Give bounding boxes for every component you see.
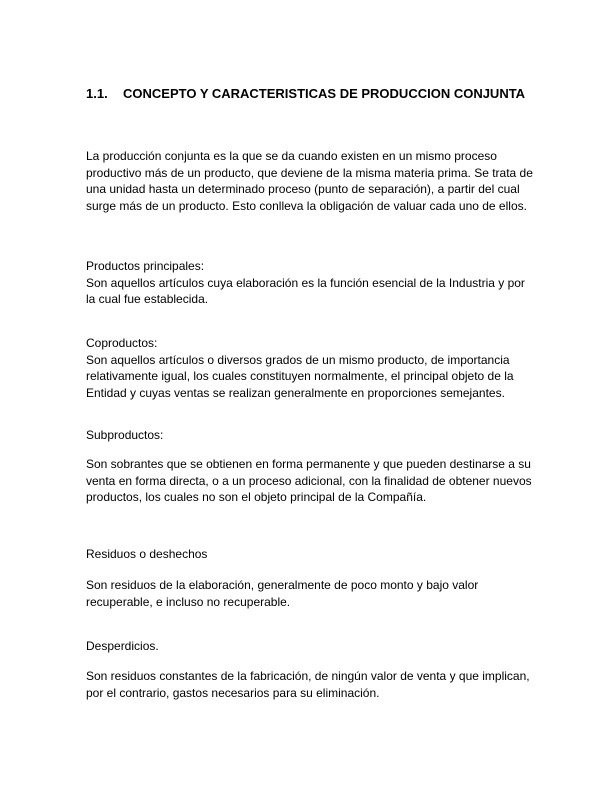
section-heading (86, 85, 526, 102)
coproductos-text: Son aquellos artículos o diversos grados de un mismo producto, de importancia relativamente igual, los cuales constituyen normalmente, el principal objeto de la Entidad y cuyas ventas se realizan generalmente en proporciones semejantes. (86, 352, 514, 400)
residuos-label: Residuos o deshechos (86, 547, 208, 561)
section-number: 1.1. (86, 86, 108, 101)
coproductos-label: Coproductos: (86, 336, 158, 350)
residuos-text: Son residuos de la elaboración, generalmente de poco monto y bajo valor recuperable, e incluso no recuperable. (86, 578, 479, 609)
section-title: CONCEPTO Y CARACTERISTICAS DE PRODUCCION CONJUNTA (123, 86, 526, 101)
desperdicios-label: Desperdicios. (86, 639, 159, 653)
productos-principales-label: Productos principales: (86, 259, 205, 273)
intro-paragraph: La producción conjunta es la que se da cuando existen en un mismo proceso productivo más de un producto, que deviene de la misma materia prima. Se trata de una unidad hasta un determinado proceso (punto de separación), a partir del cual surge más de un producto. Esto conlleva la obligación de valuar cada uno de ellos. (86, 149, 533, 213)
subproductos-text: Son sobrantes que se obtienen en forma permanente y que pueden destinarse a su venta en forma directa, o a un proceso adicional, con la finalidad de obtener nuevos productos, los cuales no son el objeto principal de la Compañía. (86, 457, 532, 504)
subproductos-label: Subproductos: (86, 428, 164, 442)
productos-principales-text: Son aquellos artículos cuya elaboración es la función esencial de la Industria y por la cual fue establecida. (86, 275, 525, 306)
coproductos-block (86, 335, 536, 401)
productos-principales-block (86, 258, 536, 308)
desperdicios-text: Son residuos constantes de la fabricación, de ningún valor de venta y que implican, por el contrario, gastos necesarios para su eliminación. (86, 669, 530, 700)
